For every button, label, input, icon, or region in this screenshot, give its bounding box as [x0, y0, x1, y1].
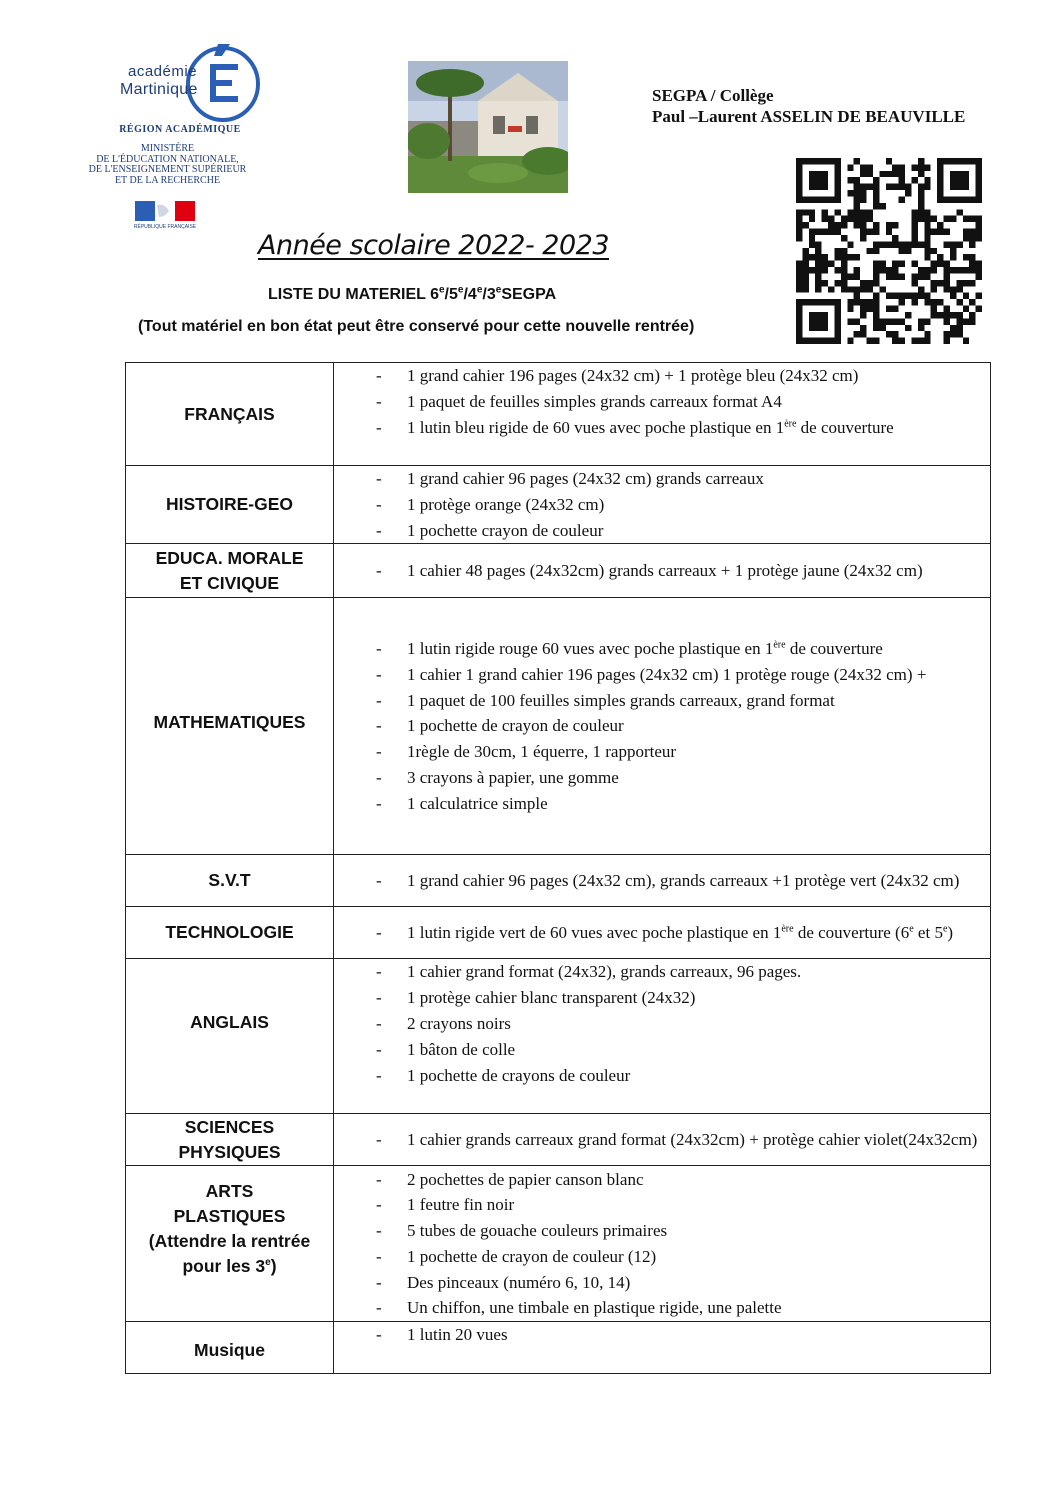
list-item: - 1 bâton de colle — [334, 1037, 990, 1063]
subject-anglais: ANGLAIS — [126, 959, 334, 1114]
items-emc — [334, 544, 991, 598]
supplies-table — [125, 362, 991, 1374]
list-item: - 1 pochette de crayons de couleur — [334, 1063, 990, 1089]
material-list-title: LISTE DU MATERIEL 6e/5e/4e/3eSEGPA — [268, 284, 557, 303]
logo-republic: RÉPUBLIQUE FRANÇAISE — [133, 224, 197, 230]
academie-logo — [70, 38, 265, 238]
list-item: - 1 paquet de feuilles simples grands carreaux format A4 — [334, 389, 990, 415]
list-item: - 1 cahier 48 pages (24x32cm) grands carreaux + 1 protège jaune (24x32 cm) — [334, 558, 990, 584]
school-building-photo — [408, 61, 568, 193]
list-item: - 1 cahier 1 grand cahier 196 pages (24x32 cm) 1 protège rouge (24x32 cm) + — [334, 662, 990, 688]
list-item: - 1 calculatrice simple — [334, 791, 990, 817]
list-item: - 1 protège cahier blanc transparent (24x32) — [334, 985, 990, 1011]
list-item: - 1 grand cahier 96 pages (24x32 cm) grands carreaux — [334, 466, 990, 492]
school-name — [652, 85, 965, 127]
list-item: - 5 tubes de gouache couleurs primaires — [334, 1218, 990, 1244]
subject-arts-plastiques: ARTS PLASTIQUES (Attendre la rentrée pour les 3e) — [126, 1166, 334, 1322]
row-anglais — [126, 959, 991, 1114]
list-item: - 1 pochette de crayon de couleur (12) — [334, 1244, 990, 1270]
list-item: - 1 lutin rigide vert de 60 vues avec poche plastique en 1ère de couverture (6e et 5e) — [334, 920, 990, 946]
list-item: - Des pinceaux (numéro 6, 10, 14) — [334, 1270, 990, 1296]
row-sciences-physiques — [126, 1114, 991, 1166]
list-item: - 1 protège orange (24x32 cm) — [334, 492, 990, 518]
row-emc — [126, 544, 991, 598]
row-arts-plastiques — [126, 1166, 991, 1322]
list-item: - 1 paquet de 100 feuilles simples grands carreaux, grand format — [334, 688, 990, 714]
list-item: - 1 pochette crayon de couleur — [334, 518, 990, 544]
subject-sciences-physiques: SCIENCES PHYSIQUES — [126, 1114, 334, 1166]
subject-svt: S.V.T — [126, 855, 334, 907]
list-item: - 2 crayons noirs — [334, 1011, 990, 1037]
row-musique — [126, 1322, 991, 1374]
subject-musique: Musique — [126, 1322, 334, 1374]
items-svt — [334, 855, 991, 907]
subject-mathematiques: MATHEMATIQUES — [126, 598, 334, 855]
qr-code-icon — [796, 158, 982, 344]
list-item: - 3 crayons à papier, une gomme — [334, 765, 990, 791]
marianne-flag-icon — [135, 201, 195, 221]
conservation-note: (Tout matériel en bon état peut être conservé pour cette nouvelle rentrée) — [138, 318, 695, 335]
items-mathematiques — [334, 598, 991, 855]
items-musique — [334, 1322, 991, 1374]
logo-region: RÉGION ACADÉMIQUE — [119, 124, 241, 135]
items-sciences-physiques — [334, 1114, 991, 1166]
items-histoire-geo — [334, 466, 991, 544]
list-item: - 1 lutin rigide rouge 60 vues avec poche plastique en 1ère de couverture — [334, 636, 990, 662]
list-item: - 1 cahier grands carreaux grand format (24x32cm) + protège cahier violet(24x32cm) — [334, 1127, 990, 1153]
subject-francais: FRANÇAIS — [126, 363, 334, 466]
logo-line-martinique: Martinique — [120, 81, 198, 98]
row-svt — [126, 855, 991, 907]
list-item: - 1 grand cahier 96 pages (24x32 cm), grands carreaux +1 protège vert (24x32 cm) — [334, 868, 990, 894]
subject-emc: EDUCA. MORALE ET CIVIQUE — [126, 544, 334, 598]
list-item: - 2 pochettes de papier canson blanc — [334, 1167, 990, 1193]
list-item: - 1 lutin bleu rigide de 60 vues avec poche plastique en 1ère de couverture — [334, 415, 990, 441]
subject-histoire-geo: HISTOIRE-GEO — [126, 466, 334, 544]
logo-line-academie: académie — [128, 63, 198, 80]
row-technologie — [126, 907, 991, 959]
list-item: - Un chiffon, une timbale en plastique rigide, une palette — [334, 1295, 990, 1321]
list-item: - 1 feutre fin noir — [334, 1192, 990, 1218]
list-item: - 1 pochette de crayon de couleur — [334, 713, 990, 739]
school-line-2: Paul –Laurent ASSELIN DE BEAUVILLE — [652, 107, 966, 126]
row-mathematiques — [126, 598, 991, 855]
school-line-1: SEGPA / Collège — [652, 86, 774, 105]
items-technologie — [334, 907, 991, 959]
items-francais — [334, 363, 991, 466]
items-anglais — [334, 959, 991, 1114]
school-year-title: Année scolaire 2022- 2023 — [258, 230, 610, 261]
row-histoire-geo — [126, 466, 991, 544]
list-item: - 1règle de 30cm, 1 équerre, 1 rapporteur — [334, 739, 990, 765]
logo-ministry: MINISTÈRE DE L'ÉDUCATION NATIONALE, DE L'ENSEIGNEMENT SUPÉRIEUR ET DE LA RECHERCHE — [88, 143, 247, 186]
subject-technologie: TECHNOLOGIE — [126, 907, 334, 959]
row-francais — [126, 363, 991, 466]
list-item: - 1 grand cahier 196 pages (24x32 cm) + 1 protège bleu (24x32 cm) — [334, 363, 990, 389]
list-item: - 1 lutin 20 vues — [334, 1322, 990, 1348]
items-arts-plastiques — [334, 1166, 991, 1322]
list-item: - 1 cahier grand format (24x32), grands carreaux, 96 pages. — [334, 959, 990, 985]
